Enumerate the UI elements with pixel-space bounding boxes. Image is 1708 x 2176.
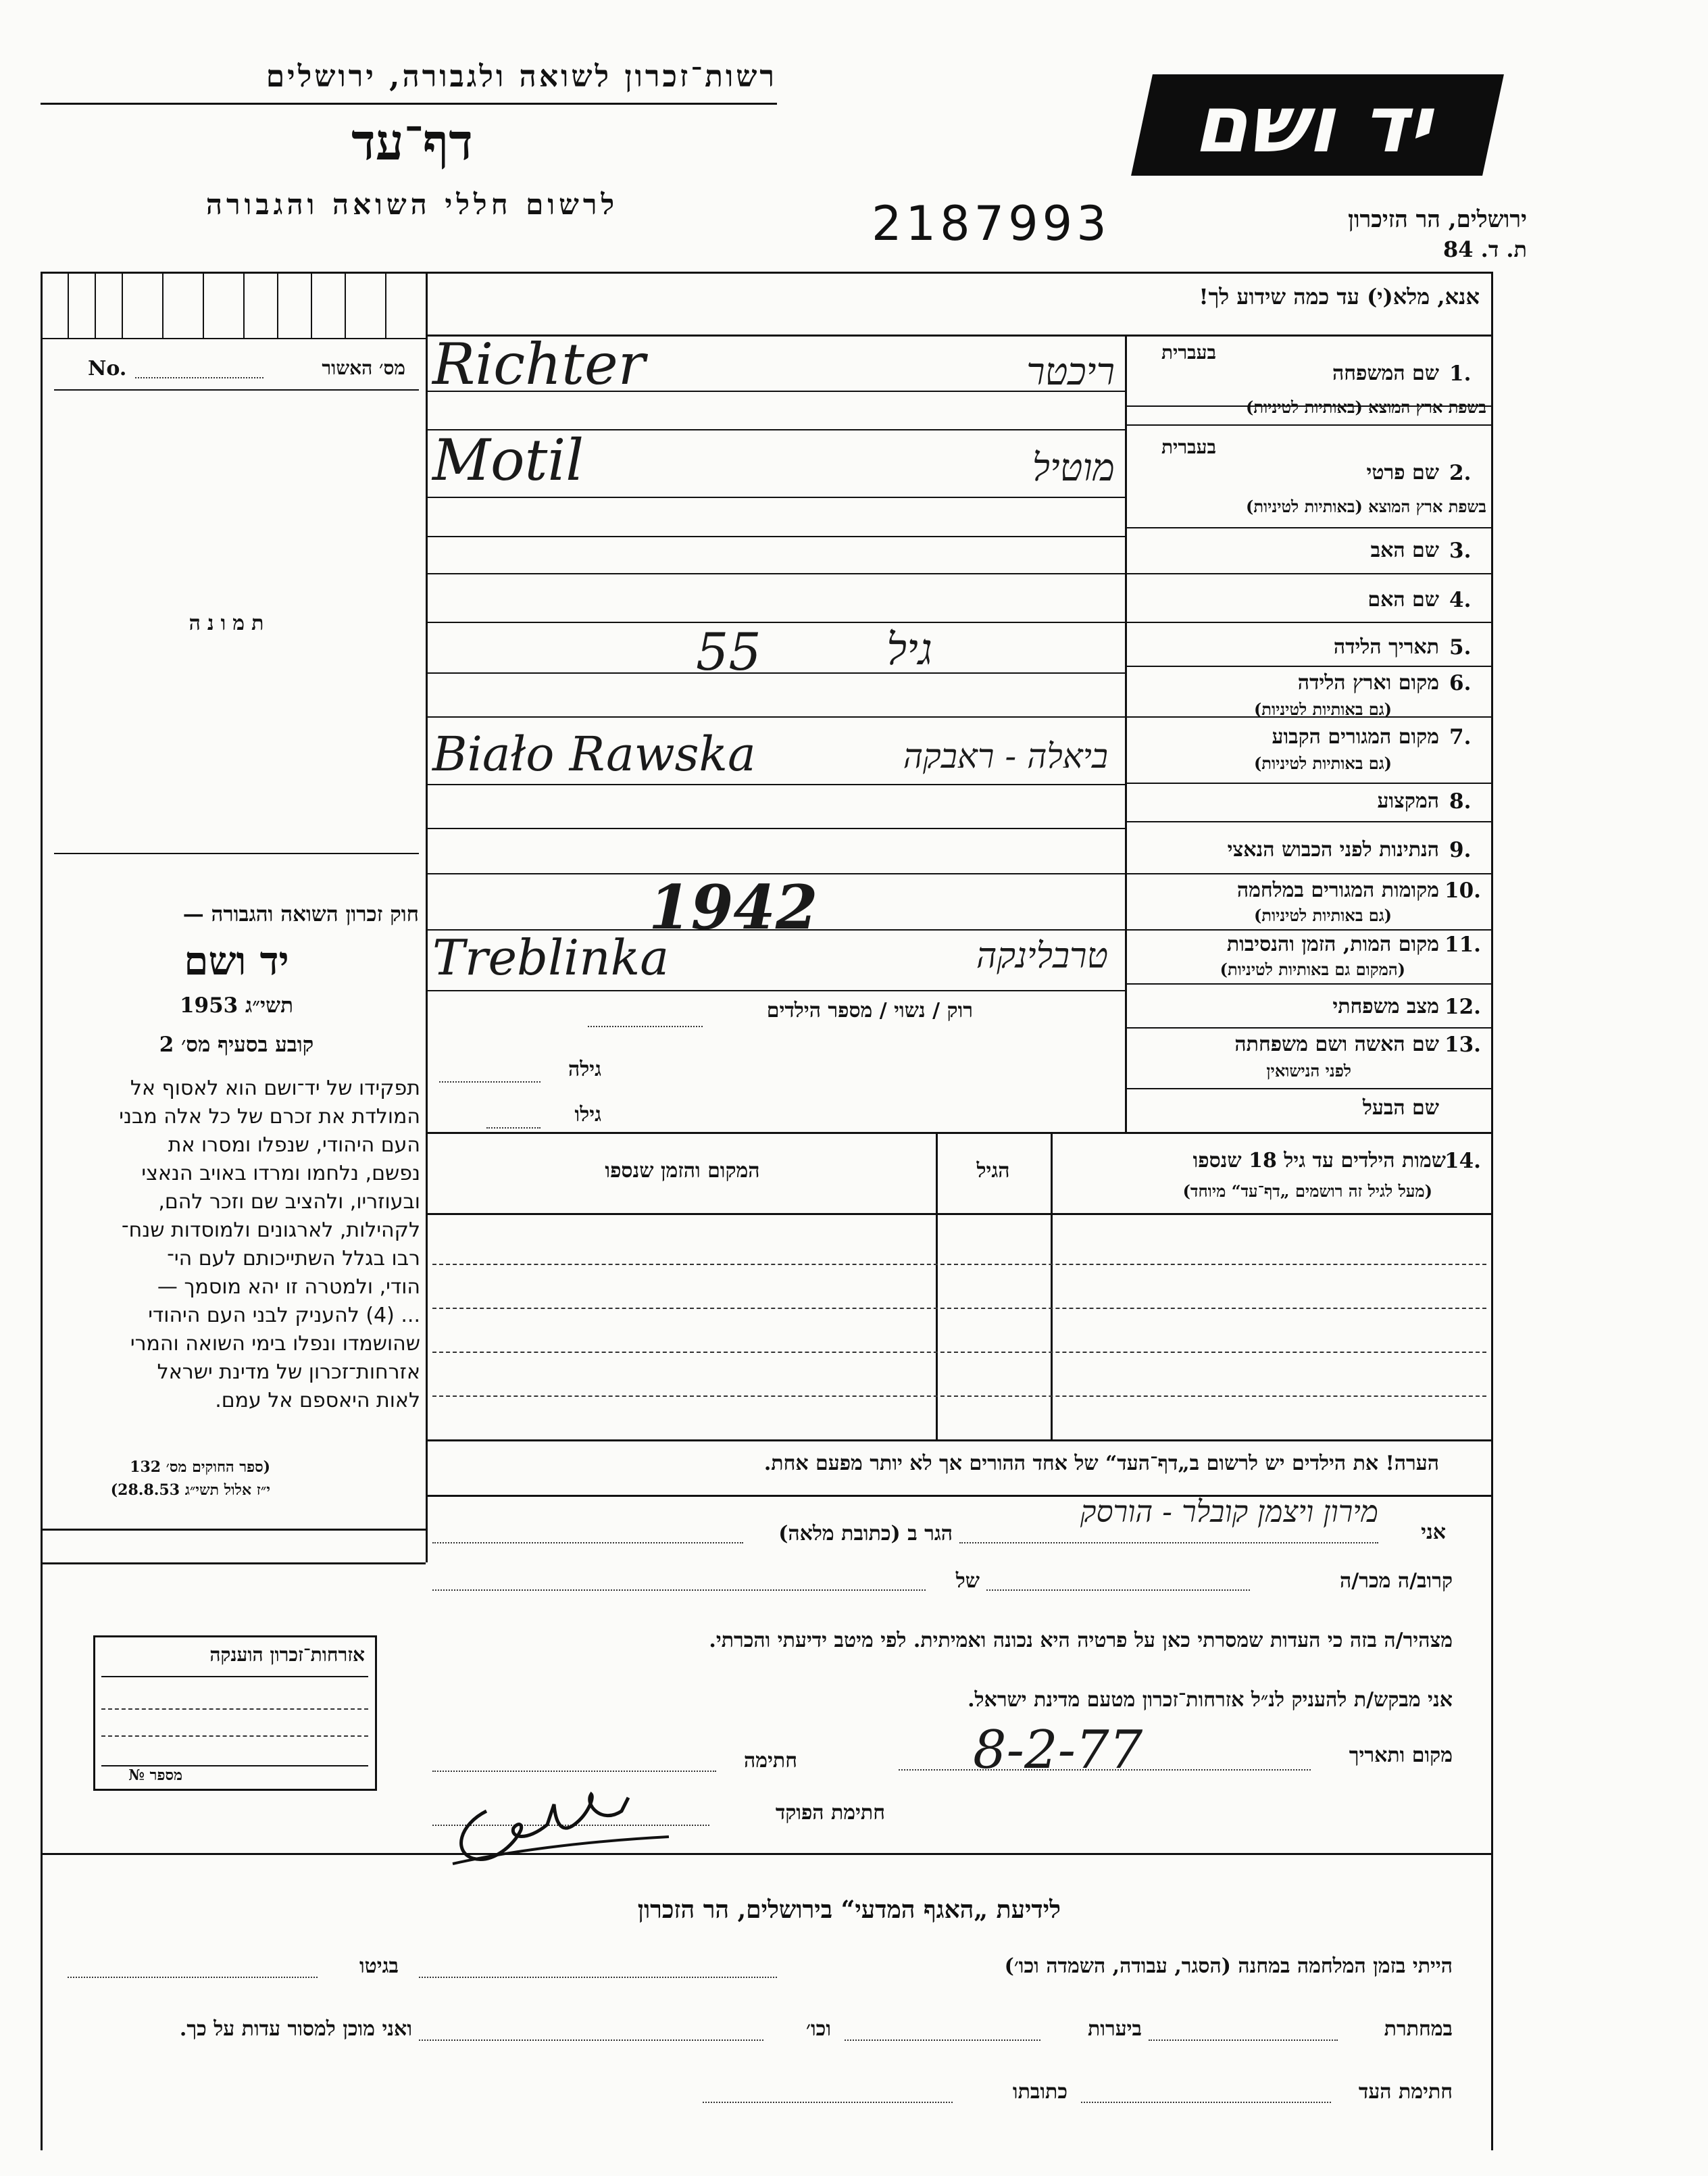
marital-options: רוק / נשוי / מספר הילדים xyxy=(766,999,973,1022)
ghetto-label: בגיטו xyxy=(359,1954,399,1978)
field-2-label: שם פרטי xyxy=(1366,461,1439,485)
law-line: העם היהודי, שנפלו ומסרו את xyxy=(168,1133,420,1157)
field-11-number: 11. xyxy=(1445,933,1481,957)
underground-label: במחתרת xyxy=(1384,2017,1453,2041)
etc-label: וכו׳ xyxy=(806,2017,831,2041)
wife-age-label: גילה xyxy=(568,1058,601,1081)
field-5-value-hebrew[interactable]: גיל xyxy=(886,625,932,675)
place-date-label: מקום ותאריך xyxy=(1349,1744,1453,1767)
law-line: הודי, ולמטרה זו יהא מוסמך — xyxy=(157,1275,420,1299)
header-rule xyxy=(41,103,777,105)
officer-signature-label: חתימת הפוקד xyxy=(775,1801,885,1825)
field-7-label: מקום המגורים הקבוע xyxy=(1272,725,1439,749)
field-3-number: 3. xyxy=(1449,539,1472,563)
of-label: של xyxy=(955,1569,980,1593)
field-4-number: 4. xyxy=(1449,588,1472,612)
declarant-label: אני xyxy=(1421,1520,1446,1544)
field-7-value-hebrew[interactable]: ביאלה - ראבקה xyxy=(903,737,1108,776)
children-age-header: הגיל xyxy=(976,1159,1010,1183)
field-1-label: שם המשפחה xyxy=(1332,362,1439,385)
forests-label: ביערות xyxy=(1087,2017,1142,2041)
witness-address-label: כתובתו xyxy=(1012,2080,1068,2104)
residence-label: הגר ב (כתובת מלאה) xyxy=(778,1522,953,1546)
law-line: ... (4) להעניק לבני העם היהודי xyxy=(148,1304,420,1327)
yad-vashem-logo: יד ושם xyxy=(1131,74,1504,176)
law-title: חוק זכרון השואה והגבורה — xyxy=(182,902,419,926)
field-8-number: 8. xyxy=(1449,789,1472,814)
children-label: שמות הילדים עד גיל 18 שנספו xyxy=(1192,1149,1446,1172)
field-11-value-latin[interactable]: Treblinka xyxy=(432,929,670,986)
bottom-title: לידיעת „האגף המדעי“ בירושלים, הר הזכרון xyxy=(637,1896,1061,1924)
field-13-sublabel: לפני הנישואין xyxy=(1266,1061,1351,1081)
field-7-value-latin[interactable]: Biało Rawska xyxy=(432,726,756,782)
field-9-label: הנתינות לפני הכבוש הנאצי xyxy=(1227,838,1439,862)
field-2-sublabel: בשפת ארץ המוצא (באותיות לטיניות) xyxy=(1246,497,1486,516)
field-10-label: מקומות המגורים במלחמה xyxy=(1236,879,1439,902)
cert-title: אזרחות־זכרון הוענקה xyxy=(209,1643,365,1666)
approval-no: No. xyxy=(88,357,127,380)
field-6-sublabel: (גם באותיות לטיניות) xyxy=(1253,699,1392,719)
field-11-value-hebrew[interactable]: טרבלינקה xyxy=(976,936,1108,976)
camp-statement: הייתי בזמן המלחמה במחנה (הסגר, עבודה, השמדה וכו׳) xyxy=(1004,1954,1453,1978)
field-8-label: המקצוע xyxy=(1377,789,1439,813)
page-subtitle: לרשום חללי השואה והגבורה xyxy=(205,188,619,221)
law-clause: קובע בסעיף מס׳ 2 xyxy=(159,1033,314,1057)
law-line: תפקידו של יד־ושם הוא לאסוף אל xyxy=(130,1077,420,1100)
field-11-label: מקום המות, הזמן והנסיבות xyxy=(1226,933,1439,956)
ready-statement: ואני מוכן למסור עדות על כך. xyxy=(179,2017,412,2041)
field-13-number: 13. xyxy=(1445,1033,1481,1057)
field-6-label: מקום וארץ הלידה xyxy=(1297,671,1439,695)
husband-name-label: שם הבעל xyxy=(1362,1096,1439,1120)
officer-signature xyxy=(446,1784,703,1872)
relative-label: קרוב/ה מכר/ה xyxy=(1340,1569,1453,1593)
approval-label: מס׳ האשור xyxy=(322,357,405,379)
photo-placeholder: תמונה xyxy=(189,612,271,635)
field-2-value-latin[interactable]: Motil xyxy=(432,427,584,493)
field-6-number: 6. xyxy=(1449,671,1472,695)
field-9-number: 9. xyxy=(1449,838,1472,862)
law-reference-2: י״ז אלול תשי״ג 28.8.53) xyxy=(110,1481,270,1499)
law-line: ובעוזריו, ולהציב שם וזכר להם, xyxy=(158,1190,420,1214)
authority-title: רשות־זכרון לשואה ולגבורה, ירושלים xyxy=(266,59,777,94)
law-text xyxy=(49,1074,420,1415)
children-number: 14. xyxy=(1445,1149,1481,1173)
field-10-value[interactable]: 1942 xyxy=(649,872,818,943)
field-1-hebrew-label: בעברית xyxy=(1161,341,1216,364)
law-line: שהושמדו ונפלו בימי השואה והמרי xyxy=(130,1332,420,1356)
field-1-value-hebrew[interactable]: ריכטר xyxy=(1026,350,1115,394)
serial-number: 2187993 xyxy=(872,196,1111,251)
field-13-label: שם האשה ושם משפחתה xyxy=(1234,1033,1439,1056)
children-place-header: המקום והזמן שנספו xyxy=(605,1159,760,1183)
law-line: לאות היאספם אל עמם. xyxy=(215,1389,420,1412)
field-1-value-latin[interactable]: Richter xyxy=(432,331,645,397)
field-12-label: מצב משפחתי xyxy=(1332,995,1439,1018)
children-sublabel: (מעל לגיל זה רושמים „דף־עד“ מיוחד) xyxy=(1182,1181,1432,1201)
cert-number-label: מספר № xyxy=(128,1766,182,1784)
law-line: המולדת את זכרם של כל אלה מבני xyxy=(119,1105,420,1129)
witness-signature-label: חתימת העד xyxy=(1358,2080,1453,2104)
citizenship-request: אני מבקש/ת להעניק לנ״ל אזרחות־זכרון מטעם מדינת ישראל. xyxy=(968,1688,1453,1712)
field-5-value-age[interactable]: 55 xyxy=(696,622,761,682)
law-line: אזרחות־זכרון של מדינת ישראל xyxy=(157,1360,420,1384)
field-5-label: תאריך הלידה xyxy=(1333,635,1439,659)
law-name: יד ושם xyxy=(184,938,289,984)
field-10-sublabel: (גם באותיות לטיניות) xyxy=(1253,906,1392,925)
law-reference-1: (ספר החוקים מס׳ 132 xyxy=(130,1458,270,1476)
field-12-number: 12. xyxy=(1445,995,1481,1019)
field-2-number: 2. xyxy=(1449,461,1472,485)
field-10-number: 10. xyxy=(1445,879,1481,903)
field-2-hebrew-label: בעברית xyxy=(1161,436,1216,458)
date-value[interactable]: 8-2-77 xyxy=(973,1720,1143,1781)
field-1-sublabel: בשפת ארץ המוצא (באותיות לטיניות) xyxy=(1246,397,1486,417)
law-line: רבו בגלל השתייכותם לעם הי־ xyxy=(167,1247,420,1270)
instruction: אנא, מלא(י) עד כמה שידוע לך! xyxy=(1199,284,1480,310)
po-box: ת. ד. 84 xyxy=(1443,237,1527,262)
field-7-sublabel: (גם באותיות לטיניות) xyxy=(1253,753,1392,773)
page-title: דף־עד xyxy=(351,114,473,172)
declaration-statement: מצהיר/ה בזה כי העדות שמסרתי כאן על פרטיה היא נכונה ואמיתית. לפי מיטב ידיעתי והכרתי. xyxy=(709,1629,1453,1652)
law-line: נפשם, נלחמו ומרדו באויב הנאצי xyxy=(141,1162,420,1185)
field-4-label: שם האם xyxy=(1367,588,1439,612)
field-2-value-hebrew[interactable]: מוטיל xyxy=(1032,446,1115,490)
law-year: תשי״ג 1953 xyxy=(179,993,294,1018)
law-line: לקהילות, לארגונים ולמוסדות שנח־ xyxy=(121,1218,420,1242)
husband-age-label: גילו xyxy=(574,1103,601,1127)
signature-label: חתימה xyxy=(744,1749,797,1773)
field-5-number: 5. xyxy=(1449,635,1472,660)
field-3-label: שם האב xyxy=(1370,539,1439,562)
field-11-sublabel: (המקום גם באותיות לטיניות) xyxy=(1220,960,1405,979)
note: הערה! את הילדים יש לרשום ב„דף־העד“ של אחד ההורים אך לא יותר מפעם אחת. xyxy=(763,1452,1439,1475)
address: ירושלים, הר הזיכרון xyxy=(1348,206,1527,233)
field-7-number: 7. xyxy=(1449,725,1472,749)
field-1-number: 1. xyxy=(1449,362,1472,386)
declarant-name[interactable]: מירון ויצמן קובלר - הורסק xyxy=(1080,1495,1378,1529)
